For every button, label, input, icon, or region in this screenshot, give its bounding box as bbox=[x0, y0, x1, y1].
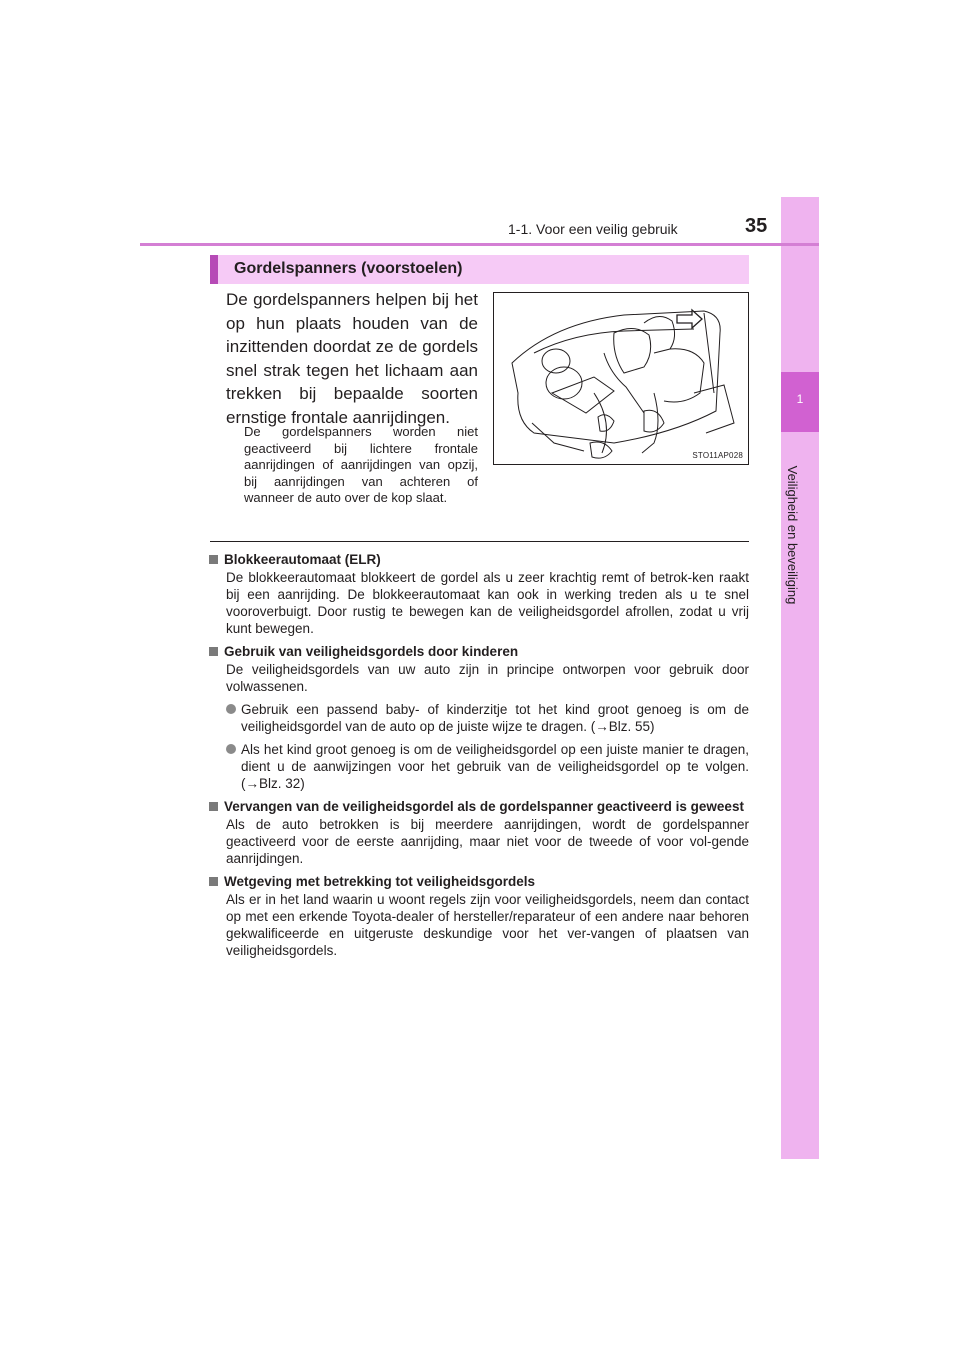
list-item bbox=[226, 741, 749, 792]
info-item-children bbox=[209, 643, 749, 792]
info-item-title: Blokkeerautomaat (ELR) bbox=[224, 552, 381, 567]
seatbelt-pretensioner-illustration bbox=[493, 292, 749, 465]
square-bullet-icon bbox=[209, 555, 218, 564]
section-divider bbox=[210, 541, 749, 542]
side-chapter-number: 1 bbox=[796, 392, 804, 406]
section-note: De gordelspanners worden niet geactiveerd bij lichtere frontale aanrijdingen of aanrijdingen van opzij, bij aanrijdingen van achteren of wanneer de auto over de kop slaat. bbox=[244, 424, 478, 505]
square-bullet-icon bbox=[209, 802, 218, 811]
info-item-elr bbox=[209, 551, 749, 637]
list-item-text: Als het kind groot genoeg is om de veiligheidsgordel op een juiste manier te dragen, dient u de aanwijzingen voor het gebruik van de veiligheidsgordel op te volgen. (→Blz. 32) bbox=[241, 742, 749, 791]
list-item bbox=[226, 701, 749, 735]
list-item-text: Gebruik een passend baby- of kinderzitje tot het kind groot genoeg is om de veiligheidsgordel van de auto op de juiste wijze te dragen. (→Blz. 55) bbox=[241, 702, 749, 734]
square-bullet-icon bbox=[209, 647, 218, 656]
section-title: Gordelspanners (voorstoelen) bbox=[234, 260, 463, 277]
info-item-text: Als er in het land waarin u woont regels zijn voor veiligheidsgordels, neem dan contact op met een erkende Toyota-dealer of hersteller/reparateur of een andere naar behoren gekwalificeerde en uitgeruste deskundige voor het ver-vangen of plaatsen van veiligheidsgordels. bbox=[226, 892, 749, 958]
info-item-text: De veiligheidsgordels van uw auto zijn in principe ontworpen voor gebruik door volwassenen. bbox=[226, 662, 749, 694]
round-bullet-icon bbox=[226, 744, 236, 754]
chapter-title: 1-1. Voor een veilig gebruik bbox=[508, 221, 678, 237]
section-intro: De gordelspanners helpen bij het op hun plaats houden van de inzittenden doordat ze de gordels snel strak tegen het lichaam aan trekken bij bepaalde soorten ernstige frontale aanrijdingen. bbox=[226, 290, 478, 427]
figure-code: STO11AP028 bbox=[692, 451, 743, 460]
info-item-replace bbox=[209, 798, 749, 867]
side-chapter-tab bbox=[781, 197, 819, 1159]
section-heading-bar bbox=[210, 255, 749, 284]
info-items bbox=[209, 551, 749, 965]
info-item-text: De blokkeerautomaat blokkeert de gordel als u zeer krachtig remt of betrok-ken raakt bij een aanrijding. De blokkeerautomaat kan ook in werking treden als u te snel vooroverbuigt. Door rustig te bewegen kan de veiligheidsgordel afrollen, zodat u vrij kunt bewegen. bbox=[226, 570, 749, 636]
side-chapter-label: Veiligheid en beveiliging bbox=[785, 465, 800, 605]
header-rule bbox=[140, 243, 819, 246]
info-item-title: Vervangen van de veiligheidsgordel als de gordelspanner geactiveerd is geweest bbox=[224, 799, 744, 814]
info-item-title: Wetgeving met betrekking tot veiligheidsgordels bbox=[224, 874, 536, 889]
info-item-text: Als de auto betrokken is bij meerdere aanrijdingen, wordt de gordelspanner geactiveerd voor de eerste aanrijding, maar niet voor de tweede of voor vol-gende aanrijdingen. bbox=[226, 817, 749, 866]
info-item-legislation bbox=[209, 873, 749, 959]
info-item-title: Gebruik van veiligheidsgordels door kinderen bbox=[224, 644, 519, 659]
round-bullet-icon bbox=[226, 704, 236, 714]
page-number: 35 bbox=[745, 215, 768, 237]
square-bullet-icon bbox=[209, 877, 218, 886]
car-interior-drawing bbox=[494, 293, 748, 464]
